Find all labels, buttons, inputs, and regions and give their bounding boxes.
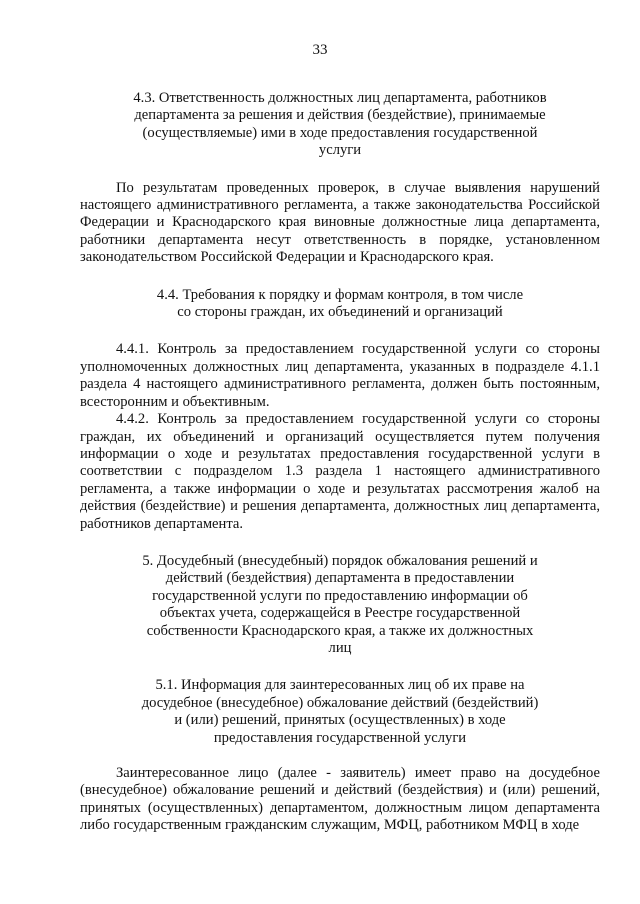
section-4-4-paragraph-1: 4.4.1. Контроль за предоставлением государственной услуги со стороны уполномоченных должностных лиц департамента, указанных в подразделе 4.1.1 раздела 4 настоящего административного регламента, должен быть постоянным, всесторонним и объективным. xyxy=(80,341,600,410)
section-4-4-paragraph-2: 4.4.2. Контроль за предоставлением государственной услуги со стороны граждан, их объединений и организаций осуществляется путем получения информации о ходе и результатах предоставления государственной услуги в соответствии с подразделом 1.3 раздела 1 настоящего административного регламента, а также информации о ходе и результатах рассмотрения жалоб на действия (бездействие) и решения департамента, должностных лиц департамента, работников департамента. xyxy=(80,411,600,532)
section-5-1-heading: 5.1. Информация для заинтересованных лиц об их праве на досудебное (внесудебное) обжалование действий (бездействий) и (или) решений, принятых (осуществленных) в ходе предоставления государственной услуги xyxy=(141,677,539,746)
section-4-3-heading: 4.3. Ответственность должностных лиц департамента, работников департамента за решения и действия (бездействие), принимаемые (осуществляемые) ими в ходе предоставления государственной услуги xyxy=(133,90,547,159)
section-5-1-paragraph-1: Заинтересованное лицо (далее - заявитель) имеет право на досудебное (внесудебное) обжалование решений и действий (бездействия) и (или) решений, принятых (осуществленных) департаментом, должностным лицом департамента либо государственным гражданским служащим, МФЦ, работником МФЦ в ходе xyxy=(80,765,600,834)
section-4-3-paragraph-1: По результатам проведенных проверок, в случае выявления нарушений настоящего административного регламента, а также законодательства Российской Федерации и Краснодарского края виновные должностные лица департамента, работники департамента несут ответственность в порядке, установленном законодательством Российской Федерации и Краснодарского края. xyxy=(80,179,600,266)
document-body xyxy=(80,90,600,835)
section-5-heading: 5. Досудебный (внесудебный) порядок обжалования решений и действий (бездействия) департамента в предоставлении государственной услуги по предоставлению информации об объектах учета, содержащейся в Реестре государственной собственности Краснодарского края, а также их должностных лиц xyxy=(142,552,538,656)
section-4-4-heading: 4.4. Требования к порядку и формам контроля, в том числе со стороны граждан, их объединений и организаций xyxy=(156,286,524,321)
page-number: 33 xyxy=(312,42,328,58)
